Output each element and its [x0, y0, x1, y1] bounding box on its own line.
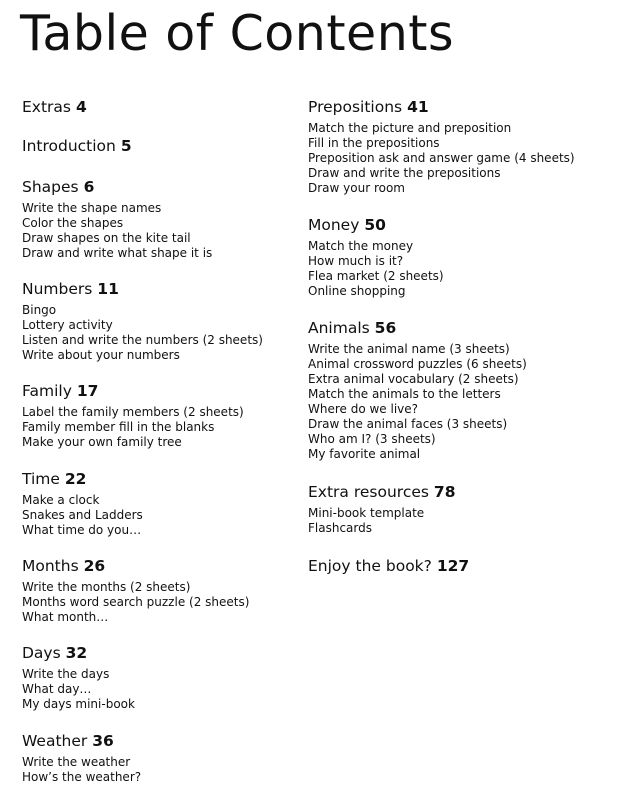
section-page-number: 41 — [407, 98, 429, 116]
toc-item: Listen and write the numbers (2 sheets) — [22, 333, 263, 347]
section-page-number: 50 — [364, 216, 386, 234]
section-title: Shapes — [22, 178, 79, 196]
toc-section-weather — [22, 731, 302, 785]
section-heading — [22, 731, 302, 751]
section-heading — [22, 279, 302, 299]
section-title: Extras — [22, 98, 71, 116]
toc-section-extras — [22, 97, 302, 117]
toc-section-time — [22, 469, 302, 538]
toc-section-enjoy-the-book — [308, 556, 608, 576]
section-item-list — [22, 201, 302, 261]
toc-section-numbers — [22, 279, 302, 363]
toc-item: Match the money — [308, 239, 414, 253]
section-title: Months — [22, 557, 79, 575]
toc-section-shapes — [22, 177, 302, 261]
toc-item: Draw your room — [308, 181, 405, 195]
toc-item: My favorite animal — [308, 447, 421, 461]
section-item-list — [22, 755, 302, 785]
toc-item: Write about your numbers — [22, 348, 180, 362]
toc-item: Flea market (2 sheets) — [308, 269, 444, 283]
section-heading — [308, 97, 608, 117]
toc-item: Make a clock — [22, 493, 100, 507]
section-title: Extra resources — [308, 483, 429, 501]
section-item-list — [22, 303, 302, 363]
toc-item: What day… — [22, 682, 92, 696]
section-heading — [22, 136, 302, 156]
toc-item: Write the shape names — [22, 201, 162, 215]
toc-section-money — [308, 215, 608, 299]
toc-item: Make your own family tree — [22, 435, 182, 449]
section-title: Family — [22, 382, 72, 400]
toc-item: Write the months (2 sheets) — [22, 580, 191, 594]
toc-item: Online shopping — [308, 284, 406, 298]
toc-item: Who am I? (3 sheets) — [308, 432, 436, 446]
section-heading — [308, 556, 608, 576]
section-page-number: 4 — [75, 98, 87, 116]
section-title: Animals — [308, 319, 370, 337]
section-item-list — [308, 121, 608, 196]
toc-item: How much is it? — [308, 254, 404, 268]
section-page-number: 78 — [433, 483, 456, 501]
page-title: Table of Contents — [20, 5, 454, 62]
section-title: Money — [308, 216, 360, 234]
section-title: Days — [22, 644, 61, 662]
toc-item: Flashcards — [308, 521, 372, 535]
toc-item: Write the weather — [22, 755, 131, 769]
section-title: Numbers — [22, 280, 93, 298]
toc-item: Fill in the prepositions — [308, 136, 440, 150]
toc-item: Match the picture and preposition — [308, 121, 512, 135]
toc-item: Match the animals to the letters — [308, 387, 501, 401]
toc-item: Family member fill in the blanks — [22, 420, 215, 434]
toc-section-prepositions — [308, 97, 608, 196]
section-heading — [308, 318, 608, 338]
toc-item: My days mini-book — [22, 697, 135, 711]
toc-item: Animal crossword puzzles (6 sheets) — [308, 357, 527, 371]
section-title: Time — [22, 470, 60, 488]
section-page-number: 56 — [374, 319, 397, 337]
toc-section-family — [22, 381, 302, 450]
toc-item: Bingo — [22, 303, 57, 317]
section-heading — [22, 97, 302, 117]
section-item-list — [22, 667, 302, 712]
section-page-number: 127 — [436, 557, 470, 575]
right-column — [308, 97, 608, 576]
toc-item: Extra animal vocabulary (2 sheets) — [308, 372, 519, 386]
toc-item: What month… — [22, 610, 109, 624]
section-page-number: 17 — [76, 382, 99, 400]
section-page-number: 36 — [92, 732, 114, 750]
section-heading — [22, 556, 302, 576]
toc-item: Snakes and Ladders — [22, 508, 143, 522]
section-item-list — [308, 342, 608, 462]
toc-section-days — [22, 643, 302, 712]
toc-section-months — [22, 556, 302, 625]
section-item-list — [308, 239, 608, 299]
section-page-number: 5 — [120, 137, 132, 155]
toc-item: Draw the animal faces (3 sheets) — [308, 417, 508, 431]
toc-item: Draw shapes on the kite tail — [22, 231, 191, 245]
section-heading — [308, 215, 608, 235]
section-title: Introduction — [22, 137, 116, 155]
section-title: Weather — [22, 732, 88, 750]
section-heading — [22, 643, 302, 663]
toc-item: Draw and write what shape it is — [22, 246, 213, 260]
toc-item: Preposition ask and answer game (4 sheets) — [308, 151, 575, 165]
toc-item: Where do we live? — [308, 402, 419, 416]
section-item-list — [22, 405, 302, 450]
section-page-number: 6 — [83, 178, 95, 196]
section-item-list — [22, 493, 302, 538]
toc-item: Label the family members (2 sheets) — [22, 405, 244, 419]
section-title: Prepositions — [308, 98, 403, 116]
toc-section-extra-resources — [308, 482, 608, 536]
section-heading — [308, 482, 608, 502]
section-page-number: 11 — [97, 280, 119, 298]
toc-item: How’s the weather? — [22, 770, 142, 784]
left-column — [22, 97, 302, 785]
section-heading — [22, 469, 302, 489]
toc-section-introduction — [22, 136, 302, 156]
section-page-number: 26 — [83, 557, 106, 575]
toc-item: Write the animal name (3 sheets) — [308, 342, 510, 356]
toc-item: Mini-book template — [308, 506, 425, 520]
section-page-number: 22 — [64, 470, 87, 488]
section-item-list — [22, 580, 302, 625]
toc-section-animals — [308, 318, 608, 462]
toc-item: What time do you… — [22, 523, 142, 537]
toc-item: Lottery activity — [22, 318, 113, 332]
toc-item: Color the shapes — [22, 216, 124, 230]
section-title: Enjoy the book? — [308, 557, 432, 575]
toc-item: Write the days — [22, 667, 110, 681]
section-heading — [22, 381, 302, 401]
section-page-number: 32 — [65, 644, 88, 662]
section-item-list — [308, 506, 608, 536]
toc-item: Months word search puzzle (2 sheets) — [22, 595, 250, 609]
toc-item: Draw and write the prepositions — [308, 166, 501, 180]
section-heading — [22, 177, 302, 197]
